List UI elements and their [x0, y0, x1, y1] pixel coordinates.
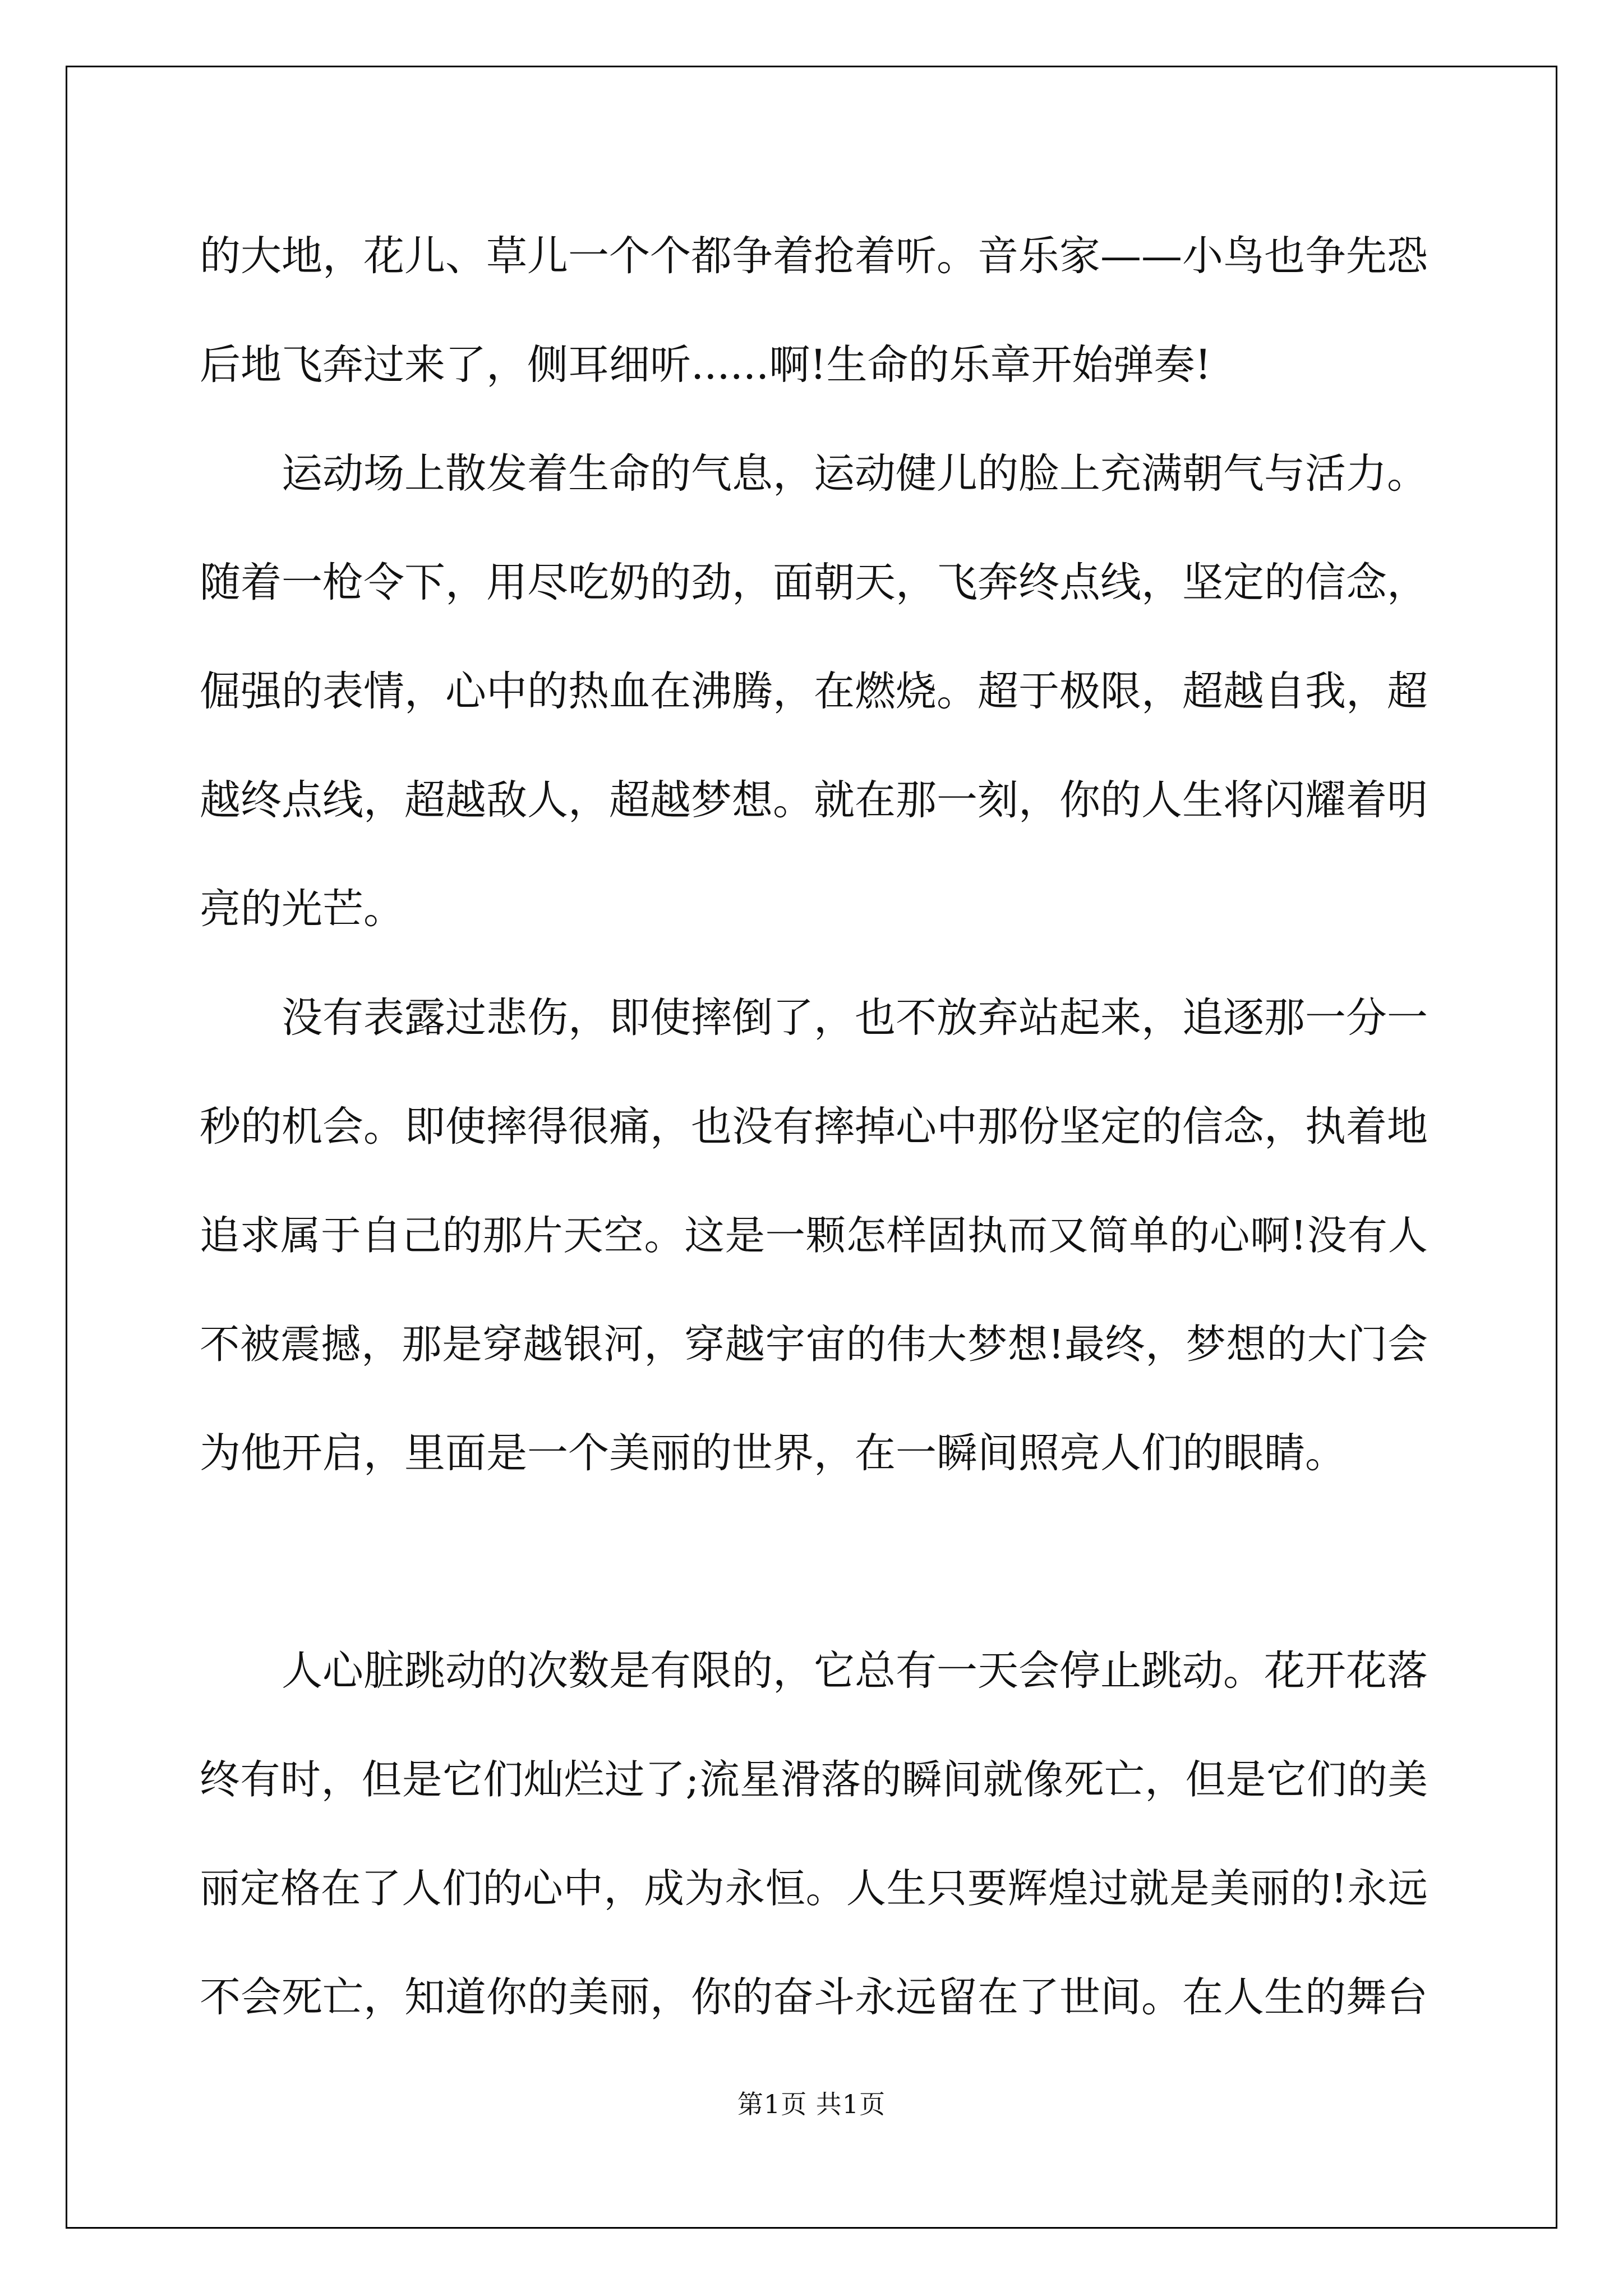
paragraph-3	[200, 964, 1428, 1508]
text-line: 的大地，花儿、草儿一个个都争着抢着听。音乐家——小鸟也争先恐	[200, 232, 1428, 280]
text-line: 秒的机会。即使摔得很痛，也没有摔掉心中那份坚定的信念，执着地	[200, 1103, 1428, 1151]
paragraph-4	[200, 1617, 1428, 2052]
text-line: 不会死亡，知道你的美丽，你的奋斗永远留在了世间。在人生的舞台	[200, 1973, 1428, 2021]
text-line: 为他开启，里面是一个美丽的世界，在一瞬间照亮人们的眼睛。	[200, 1429, 1346, 1477]
text-line: 追求属于自己的那片天空。这是一颗怎样固执而又简单的心啊!没有人	[200, 1212, 1428, 1259]
text-line: 倔强的表情，心中的热血在沸腾，在燃烧。超于极限，超越自我，超	[200, 668, 1428, 715]
text-line: 没有表露过悲伤，即使摔倒了，也不放弃站起来，追逐那一分一	[282, 994, 1428, 1042]
page-footer: 第1页 共1页	[737, 2089, 886, 2119]
text-line: 人心脏跳动的次数是有限的，它总有一天会停止跳动。花开花落	[282, 1647, 1428, 1695]
text-line: 越终点线，超越敌人，超越梦想。就在那一刻，你的人生将闪耀着明	[200, 776, 1428, 824]
paragraph-2	[200, 420, 1428, 964]
text-line: 后地飞奔过来了，侧耳细听......啊!生命的乐章开始弹奏!	[200, 341, 1211, 389]
text-line: 亮的光芒。	[200, 885, 404, 933]
text-line: 运动场上散发着生命的气息，运动健儿的脸上充满朝气与活力。	[282, 450, 1428, 498]
text-line: 不被震撼，那是穿越银河，穿越宇宙的伟大梦想!最终，梦想的大门会	[200, 1321, 1428, 1368]
paragraph-gap	[200, 1508, 1428, 1617]
text-line: 随着一枪令下，用尽吃奶的劲，面朝天，飞奔终点线，坚定的信念，	[200, 559, 1428, 606]
text-line: 丽定格在了人们的心中，成为永恒。人生只要辉煌过就是美丽的!永远	[200, 1865, 1428, 1912]
text-line: 终有时，但是它们灿烂过了;流星滑落的瞬间就像死亡，但是它们的美	[200, 1756, 1428, 1803]
document-body	[200, 202, 1428, 2052]
paragraph-1	[200, 202, 1428, 420]
